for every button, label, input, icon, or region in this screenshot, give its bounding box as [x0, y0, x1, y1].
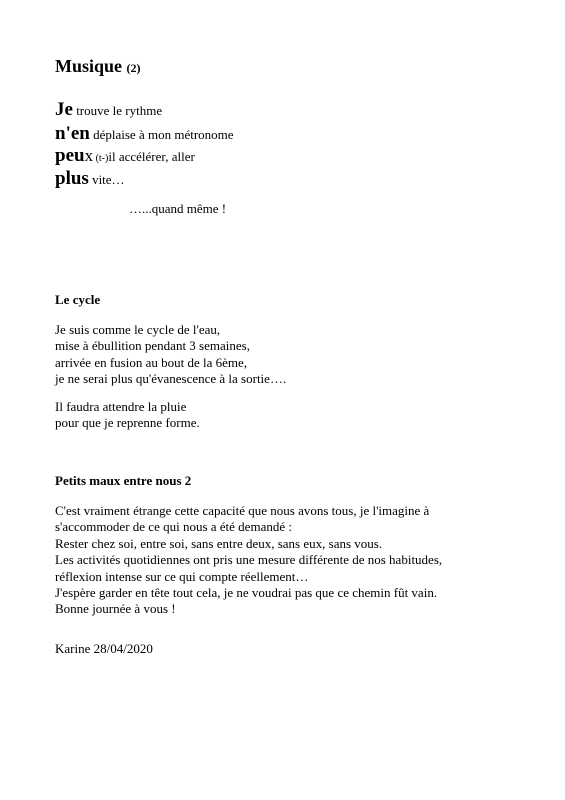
poem1-line: plus vite…	[55, 168, 125, 189]
poem2-title: Le cycle	[55, 292, 101, 307]
poem3-title: Petits maux entre nous 2	[55, 473, 192, 488]
poem2-line: pour que je reprenne forme.	[55, 415, 200, 431]
poem3-line: réflexion intense sur ce qui compte réellement…	[55, 568, 309, 584]
poem1-line: n'en déplaise à mon métronome	[55, 123, 234, 144]
poem1-line: Je trouve le rythme	[55, 99, 163, 120]
poem2-stanza-2	[55, 399, 200, 432]
poem3-line: s'accommoder de ce qui nous a été demandé :	[55, 519, 292, 535]
poem1-title: Musique (2)	[55, 56, 141, 76]
poem2-line: mise à ébullition pendant 3 semaines,	[55, 338, 250, 354]
poem1-closing: …...quand même !	[129, 201, 227, 216]
poem3-text	[55, 503, 442, 618]
poem3-line: Bonne journée à vous !	[55, 601, 176, 617]
poem2-line: Je suis comme le cycle de l'eau,	[55, 322, 221, 337]
poem2-line: arrivée en fusion au bout de la 6ème,	[55, 354, 248, 370]
poem3-line: C'est vraiment étrange cette capacité que nous avons tous, je l'imagine à	[55, 503, 430, 518]
poem3-line: Rester chez soi, entre soi, sans entre deux, sans eux, sans vous.	[55, 535, 383, 551]
poem3-line: J'espère garder en tête tout cela, je ne voudrai pas que ce chemin fût vain.	[55, 585, 438, 601]
poem1-line: peux (t-)il accélérer, aller	[55, 145, 195, 166]
poem1-title-suffix: (2)	[126, 61, 141, 75]
poem3-line: Les activités quotidiennes ont pris une mesure différente de nos habitudes,	[55, 552, 443, 568]
poem2-line: Il faudra attendre la pluie	[55, 399, 187, 414]
signature: Karine 28/04/2020	[55, 641, 153, 656]
poem2-line: je ne serai plus qu'évanescence à la sortie….	[55, 371, 287, 387]
poem2-stanza-1	[55, 322, 286, 388]
